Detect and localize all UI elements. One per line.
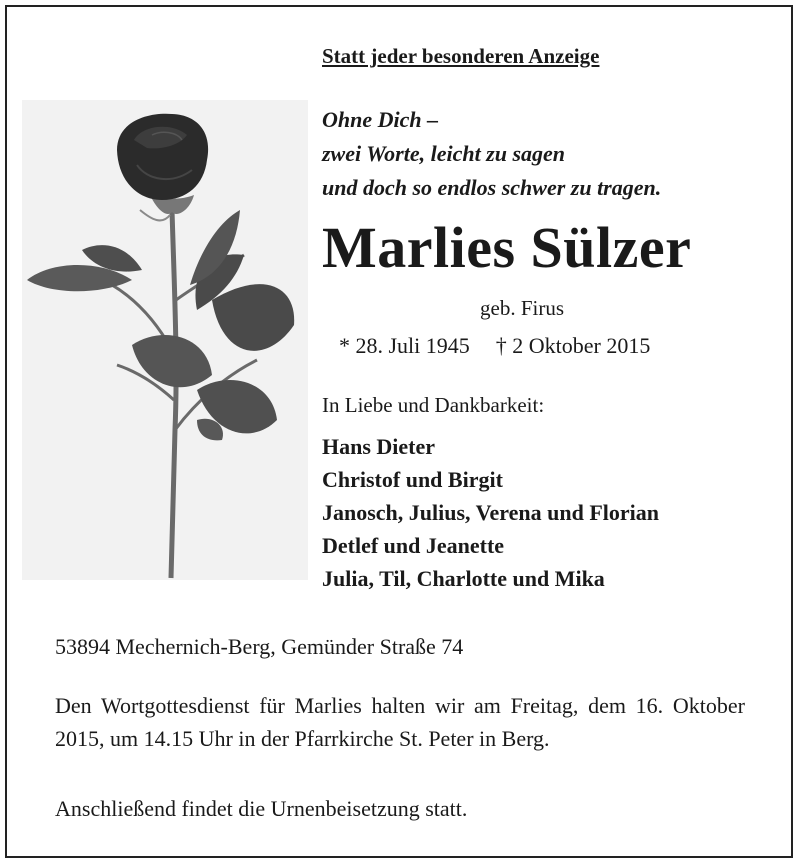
birth-date: * 28. Juli 1945 xyxy=(339,333,470,358)
death-date: † 2 Oktober 2015 xyxy=(495,333,651,358)
life-dates xyxy=(339,333,650,359)
deceased-name: Marlies Sülzer xyxy=(322,215,692,280)
rose-image xyxy=(22,100,308,580)
verse-line: Ohne Dich – xyxy=(322,107,439,132)
family-member: Christof und Birgit xyxy=(322,467,503,492)
address: 53894 Mechernich-Berg, Gemünder Straße 74 xyxy=(55,634,464,659)
family-member: Detlef und Jeanette xyxy=(322,533,505,558)
maiden-name: geb. Firus xyxy=(480,296,564,320)
family-member: Hans Dieter xyxy=(322,434,436,459)
memorial-verse xyxy=(322,103,661,205)
rose-icon xyxy=(22,100,308,580)
family-list xyxy=(322,430,659,595)
verse-line: und doch so endlos schwer zu tragen. xyxy=(322,175,662,200)
notice-header: Statt jeder besonderen Anzeige xyxy=(322,44,600,68)
verse-line: zwei Worte, leicht zu sagen xyxy=(322,141,566,166)
burial-info: Anschließend findet die Urnenbeisetzung statt. xyxy=(55,796,468,821)
thanks-line: In Liebe und Dankbarkeit: xyxy=(322,393,545,417)
family-member: Julia, Til, Charlotte und Mika xyxy=(322,566,605,591)
service-info: Den Wortgottesdienst für Marlies halten wir am Freitag, dem 16. Oktober 2015, um 14.15 Uhr in der Pfarrkirche St. Peter in Berg. xyxy=(55,693,745,751)
family-member: Janosch, Julius, Verena und Florian xyxy=(322,500,660,525)
